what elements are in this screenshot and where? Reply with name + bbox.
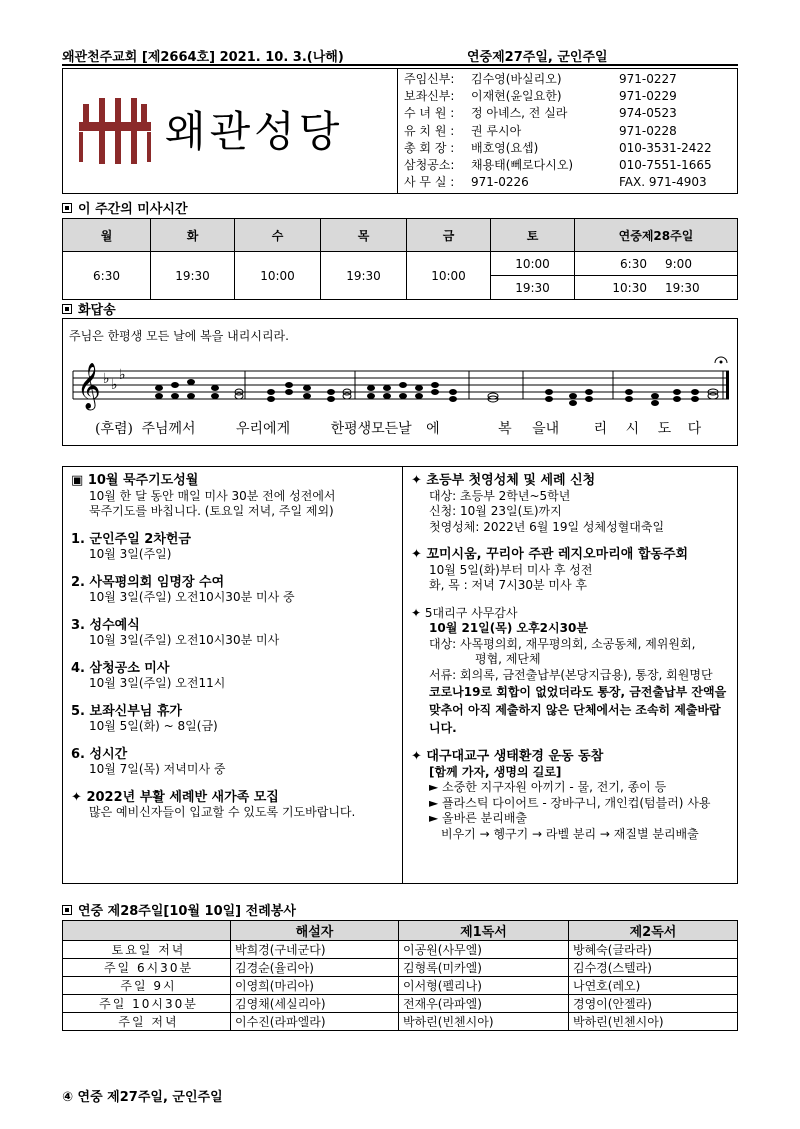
notice-title: 2. 사목평의회 임명장 수여 bbox=[71, 574, 225, 590]
logo-box bbox=[62, 68, 398, 194]
contacts-list bbox=[398, 68, 738, 194]
notices-box bbox=[62, 466, 738, 884]
svg-text:♭: ♭ bbox=[111, 377, 118, 393]
day-header: 연중제28주일 bbox=[575, 219, 738, 252]
notices-right-column: ✦ 초등부 첫영성체 및 세례 신청 대상: 초등부 2학년~5학년 신청: 10월 23일(토)까지 첫영성체: 2022년 6월 19일 성체성혈대축일 ✦ 꼬미시움, 꾸리아 주관 레지오마리애 합동주회 10월 5일(화)부터 미사 후 성전 화, 목 : 저녁 7시30분 미사 후 ✦ 5대리구 사무감사 10월 21일(목) 오후2시30분 대상: 사목평의회, 재무평의회, 소공동체, 제위원회, 평협, 제단체 서류: 회의록, 금전출납부(본당지급용), 통장, 회원명단 코로나19로 회합이 없었더라도 통장, 금전출납부 잔액을 맞추어 아직 제출하지 않은 단체에서는 조속히 제출바랍니다. ✦ 대구대교구 생태환경 운동 동참 [함께 가자, 생명의 길로] ► 소중한 지구자원 아끼기 - 물, 전기, 종이 등 ► 플라스틱 다이어트 - 장바구니, 개인컵(텀블러) 사용 ► 올바른 분리배출 비우기 → 헹구기 → 라벨 분리 → 재질별 분리배출 bbox=[403, 467, 737, 883]
square-bullet-icon bbox=[62, 905, 72, 915]
mass-time: 6:30 bbox=[63, 252, 151, 300]
mass-time: 10:00 bbox=[235, 252, 321, 300]
psalm-box bbox=[62, 318, 738, 446]
mass-time: 10:00 bbox=[491, 252, 575, 276]
contact-row: 사 무 실 : 971-0226 FAX. 971-4903 bbox=[404, 175, 707, 190]
svg-text:♭: ♭ bbox=[103, 371, 110, 387]
header-rule bbox=[62, 64, 738, 66]
mass-time: 10:30 19:30 bbox=[575, 276, 738, 300]
contact-row: 주임신부: 김수영(바실리오) 971-0227 bbox=[404, 72, 677, 86]
day-header: 목 bbox=[321, 219, 407, 252]
svg-text:♭: ♭ bbox=[119, 367, 126, 383]
contact-row: 삼청공소: 채용태(뻬로다시오) 010-7551-1665 bbox=[404, 158, 712, 173]
day-header: 화 bbox=[151, 219, 235, 252]
liturgy-table bbox=[62, 920, 738, 1031]
notice-title: 4. 삼청공소 미사 bbox=[71, 660, 170, 676]
mass-time: 19:30 bbox=[321, 252, 407, 300]
mass-schedule-table bbox=[62, 218, 738, 300]
notice-title: ✦ 꼬미시움, 꾸리아 주관 레지오마리애 합동주회 bbox=[411, 547, 689, 562]
day-header: 금 bbox=[407, 219, 491, 252]
bulletin-header-line bbox=[62, 46, 738, 65]
table-row: 해설자 제1독서 제2독서 bbox=[63, 921, 738, 941]
notice-title: 3. 성수예식 bbox=[71, 617, 140, 633]
page-footer: ④ 연중 제27주일, 군인주일 bbox=[62, 1090, 223, 1105]
notice-title: 1. 군인주일 2차헌금 bbox=[71, 531, 191, 547]
sunday-title: 연중제27주일, 군인주일 bbox=[467, 50, 608, 65]
psalm-section-title: 화답송 bbox=[62, 299, 116, 318]
table-row bbox=[63, 219, 738, 252]
mass-time: 6:30 9:00 bbox=[575, 252, 738, 276]
contact-row: 총 회 장 : 배호영(요셉) 010-3531-2422 bbox=[404, 140, 712, 155]
liturgy-section-title: 연중 제28주일[10월 10일] 전례봉사 bbox=[62, 900, 296, 919]
contact-row: 보좌신부: 이재현(윤일요한) 971-0229 bbox=[404, 89, 677, 104]
logo-text: 왜관성당 bbox=[165, 107, 344, 156]
notice-title: ▣ 10월 묵주기도성월 bbox=[71, 473, 199, 488]
day-header: 수 bbox=[235, 219, 321, 252]
notice-title: ✦ 초등부 첫영성체 및 세례 신청 bbox=[411, 473, 596, 488]
notice-title: 5. 보좌신부님 휴가 bbox=[71, 703, 182, 719]
mass-time: 19:30 bbox=[151, 252, 235, 300]
table-row: 주일 6시30분 김경순(율리아) 김형록(미카엘) 김수경(스텔라) bbox=[63, 959, 738, 977]
mass-section-title: 이 주간의 미사시간 bbox=[62, 198, 188, 217]
contact-row: 수 녀 원 : 정 아녜스, 전 실라 974-0523 bbox=[404, 106, 677, 121]
psalm-lyrics: (후렴) 주님께서 우리에게 한평생모든날 에 복 을내 리 시 도 다 bbox=[95, 421, 702, 437]
music-staff-icon bbox=[69, 355, 733, 415]
table-row bbox=[63, 252, 738, 276]
notice-title: ✦ 5대리구 사무감사 bbox=[411, 605, 518, 620]
table-row: 토요일 저녁 박희경(구네군다) 이공원(사무엘) 방혜숙(글라라) bbox=[63, 941, 738, 959]
square-bullet-icon bbox=[62, 304, 72, 314]
contact-row: 유 치 원 : 권 루시아 971-0228 bbox=[404, 123, 677, 138]
mass-time: 19:30 bbox=[491, 276, 575, 300]
mass-time: 10:00 bbox=[407, 252, 491, 300]
notices-left-column: ▣ 10월 묵주기도성월 10월 한 달 동안 매일 미사 30분 전에 성전에서 묵주기도를 바칩니다. (토요일 저녁, 주일 제외) 1. 군인주일 2차헌금 10월 3일(주일) 2. 사목평의회 임명장 수여 10월 3일(주일) 오전10시30분 미사 중 3. 성수예식 10월 3일(주일) 오전10시30분 미사 4. 삼청공소 미사 10월 3일(주일) 오전11시 5. 보좌신부님 휴가 10월 5일(화) ~ 8일(금) 6. 성시간 10월 7일(목) 저녁미사 중 ✦ 2022년 부활 세례반 새가족 모집 많은 예비신자들이 입교할 수 있도록 기도바랍니다. bbox=[63, 467, 403, 883]
day-header: 토 bbox=[491, 219, 575, 252]
bulletin-info: 왜관천주교회 [제2664호] 2021. 10. 3.(나해) bbox=[62, 50, 344, 65]
svg-text:𝄞: 𝄞 bbox=[77, 363, 101, 409]
parish-logo-icon bbox=[75, 94, 155, 170]
table-row: 주일 10시30분 김영채(세실리아) 전재우(라파엘) 경영이(안젤라) bbox=[63, 995, 738, 1013]
psalm-text: 주님은 한평생 모든 날에 복을 내리시리라. bbox=[69, 329, 289, 343]
notice-title: ✦ 2022년 부활 세례반 새가족 모집 bbox=[71, 789, 279, 805]
notice-title: ✦ 대구대교구 생태환경 운동 동참 bbox=[411, 749, 604, 764]
day-header: 월 bbox=[63, 219, 151, 252]
table-row: 주일 9시 이영희(마리아) 이서형(펠리나) 나연호(레오) bbox=[63, 977, 738, 995]
square-bullet-icon bbox=[62, 203, 72, 213]
notice-title: 6. 성시간 bbox=[71, 746, 128, 762]
table-row: 주일 저녁 이수진(라파엘라) 박하린(빈첸시아) 박하린(빈첸시아) bbox=[63, 1013, 738, 1031]
parish-header bbox=[62, 68, 738, 194]
